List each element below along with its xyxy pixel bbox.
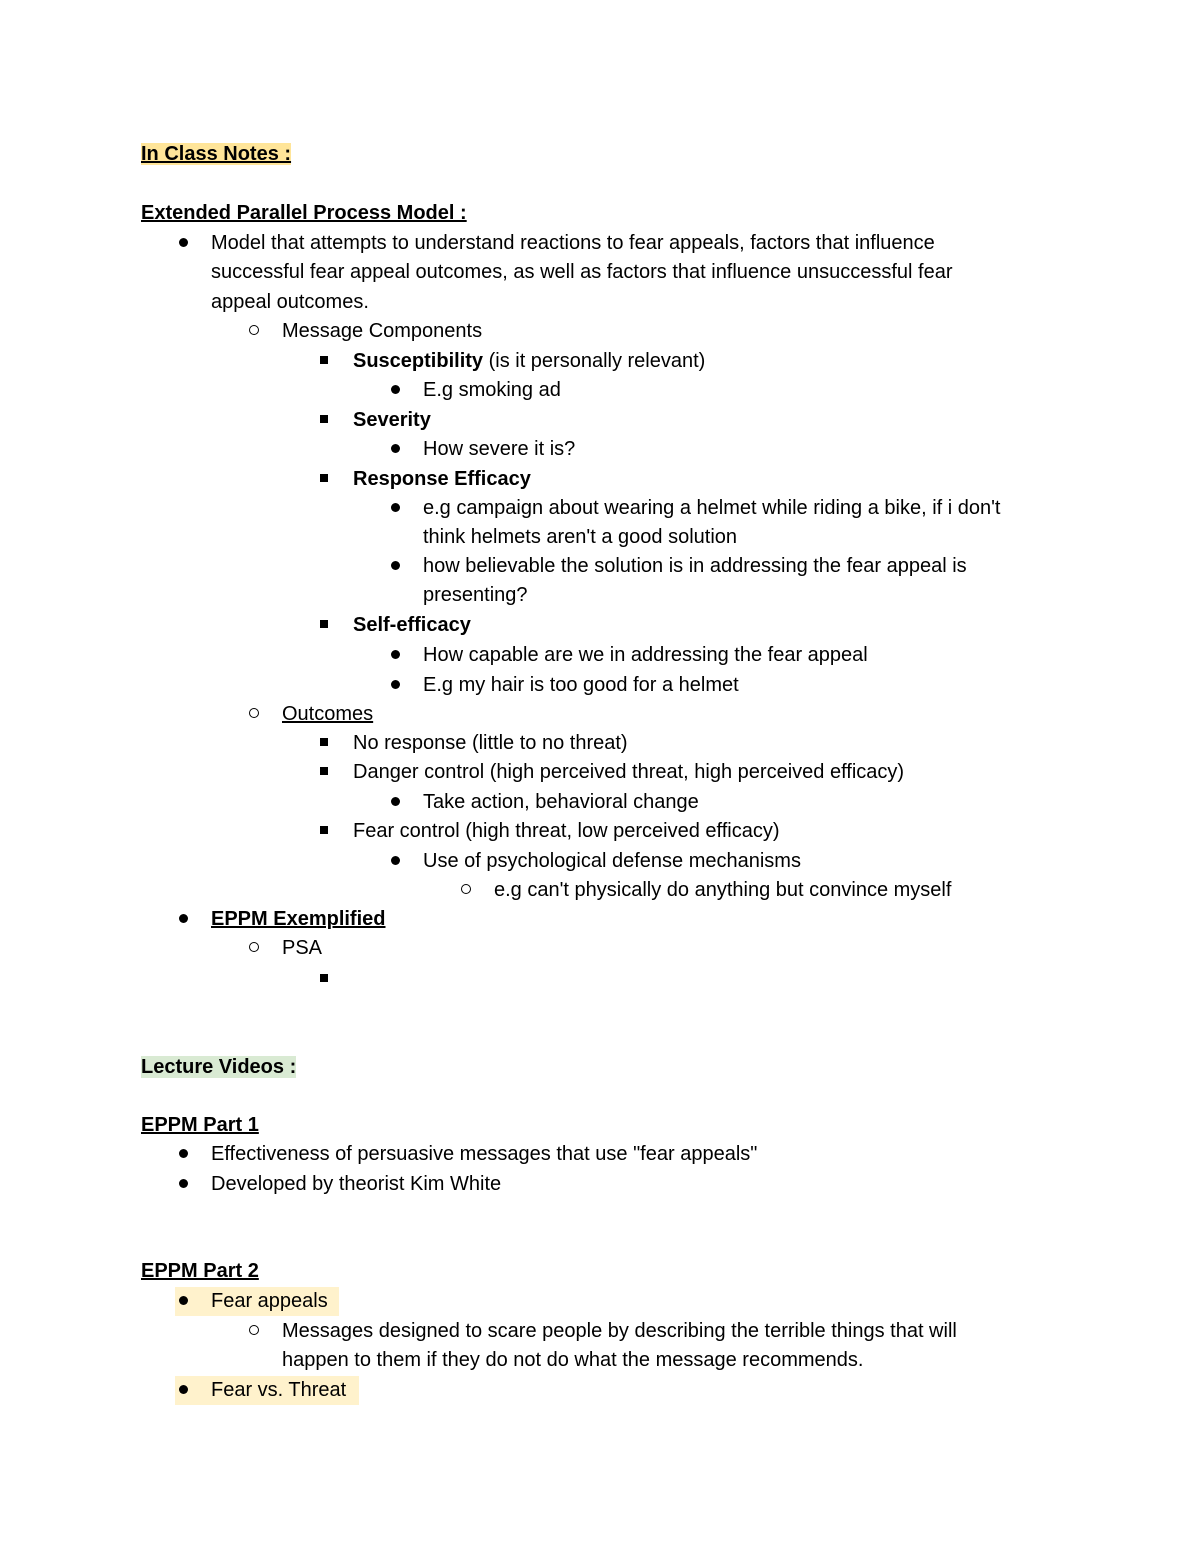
susceptibility-label: Susceptibility [353,350,484,372]
self-efficacy-label-text: Self-efficacy [353,614,471,636]
self-efficacy-example-2: E.g my hair is too good for a helmet [423,674,739,696]
outcome-danger-control: Danger control (high perceived threat, high perceived efficacy) [353,761,905,783]
bullet-disc-icon [385,788,405,818]
severity-label-text: Severity [353,409,431,431]
self-efficacy-example-1: How capable are we in addressing the fear appeal [423,644,868,666]
severity-example: How severe it is? [423,438,576,460]
bullet-square-icon [314,817,334,847]
part-1-item-1: Effectiveness of persuasive messages that use "fear appeals" [211,1143,758,1165]
bullet-square-icon [314,729,334,759]
lecture-videos-heading [141,1053,296,1083]
fear-appeals-def-line-1: Messages designed to scare people by describing the terrible things that will [282,1320,957,1342]
bullet-circle-icon [244,700,264,730]
bullet-disc-icon [173,1170,193,1200]
eppm-part-1-title: EPPM Part 1 [141,1114,259,1136]
susceptibility-example: E.g smoking ad [423,379,561,401]
response-efficacy-label-text: Response Efficacy [353,468,531,490]
bullet-square-icon [314,347,334,377]
outcome-no-response: No response (little to no threat) [353,732,628,754]
bullet-square-icon [314,758,334,788]
response-example-1-line-1: e.g campaign about wearing a helmet while riding a bike, if i don't [423,497,1001,519]
response-example-2-line-1: how believable the solution is in addressing the fear appeal is [423,555,967,577]
bullet-square-icon [314,406,334,436]
psa-item: PSA [282,937,323,959]
bullet-circle-icon [244,1317,264,1347]
outcome-fear-control: Fear control (high threat, low perceived efficacy) [353,820,780,842]
bullet-square-icon [314,965,334,995]
bullet-circle-icon [244,317,264,347]
fear-appeals-item: Fear appeals [211,1290,328,1312]
fear-vs-threat-item: Fear vs. Threat [211,1379,347,1401]
in-class-notes-heading-text: In Class Notes : [141,143,292,165]
danger-control-example: Take action, behavioral change [423,791,699,813]
message-components: Message Components [282,320,483,342]
eppm-section-title: Extended Parallel Process Model : [141,202,467,224]
bullet-square-icon [314,465,334,495]
response-example-2-line-2: presenting? [423,584,528,606]
self-efficacy-label [353,611,471,641]
eppm-part-2-title: EPPM Part 2 [141,1260,259,1282]
fear-appeals-def-line-2: happen to them if they do not do what the message recommends. [282,1349,864,1371]
bullet-disc-icon [385,671,405,701]
response-efficacy-label [353,465,531,495]
fear-control-example: Use of psychological defense mechanisms [423,850,801,872]
intro-line-3: appeal outcomes. [211,291,369,313]
bullet-disc-icon [385,435,405,465]
lecture-videos-heading-text: Lecture Videos : [141,1056,297,1078]
in-class-notes-heading [141,140,291,170]
fear-control-example-sub: e.g can't physically do anything but convince myself [494,879,952,901]
outcomes-label: Outcomes [282,703,374,725]
bullet-disc-icon [173,1287,193,1317]
bullet-circle-icon [244,934,264,964]
part-1-item-2: Developed by theorist Kim White [211,1173,502,1195]
susceptibility-item [353,347,705,377]
bullet-disc-icon [173,229,193,259]
bullet-disc-icon [385,552,405,582]
eppm-exemplified-heading: EPPM Exemplified [211,908,386,930]
susceptibility-rest: (is it personally relevant) [483,350,706,372]
bullet-disc-icon [385,847,405,877]
bullet-disc-icon [385,376,405,406]
bullet-circle-icon [456,876,476,906]
severity-label [353,406,431,436]
bullet-disc-icon [173,1140,193,1170]
bullet-disc-icon [173,1376,193,1406]
intro-line-2: successful fear appeal outcomes, as well as factors that influence unsuccessful fear [211,261,953,283]
intro-line-1: Model that attempts to understand reactions to fear appeals, factors that influence [211,232,935,254]
bullet-disc-icon [385,641,405,671]
response-example-1-line-2: think helmets aren't a good solution [423,526,738,548]
bullet-disc-icon [385,494,405,524]
bullet-square-icon [314,611,334,641]
bullet-disc-icon [173,905,193,935]
